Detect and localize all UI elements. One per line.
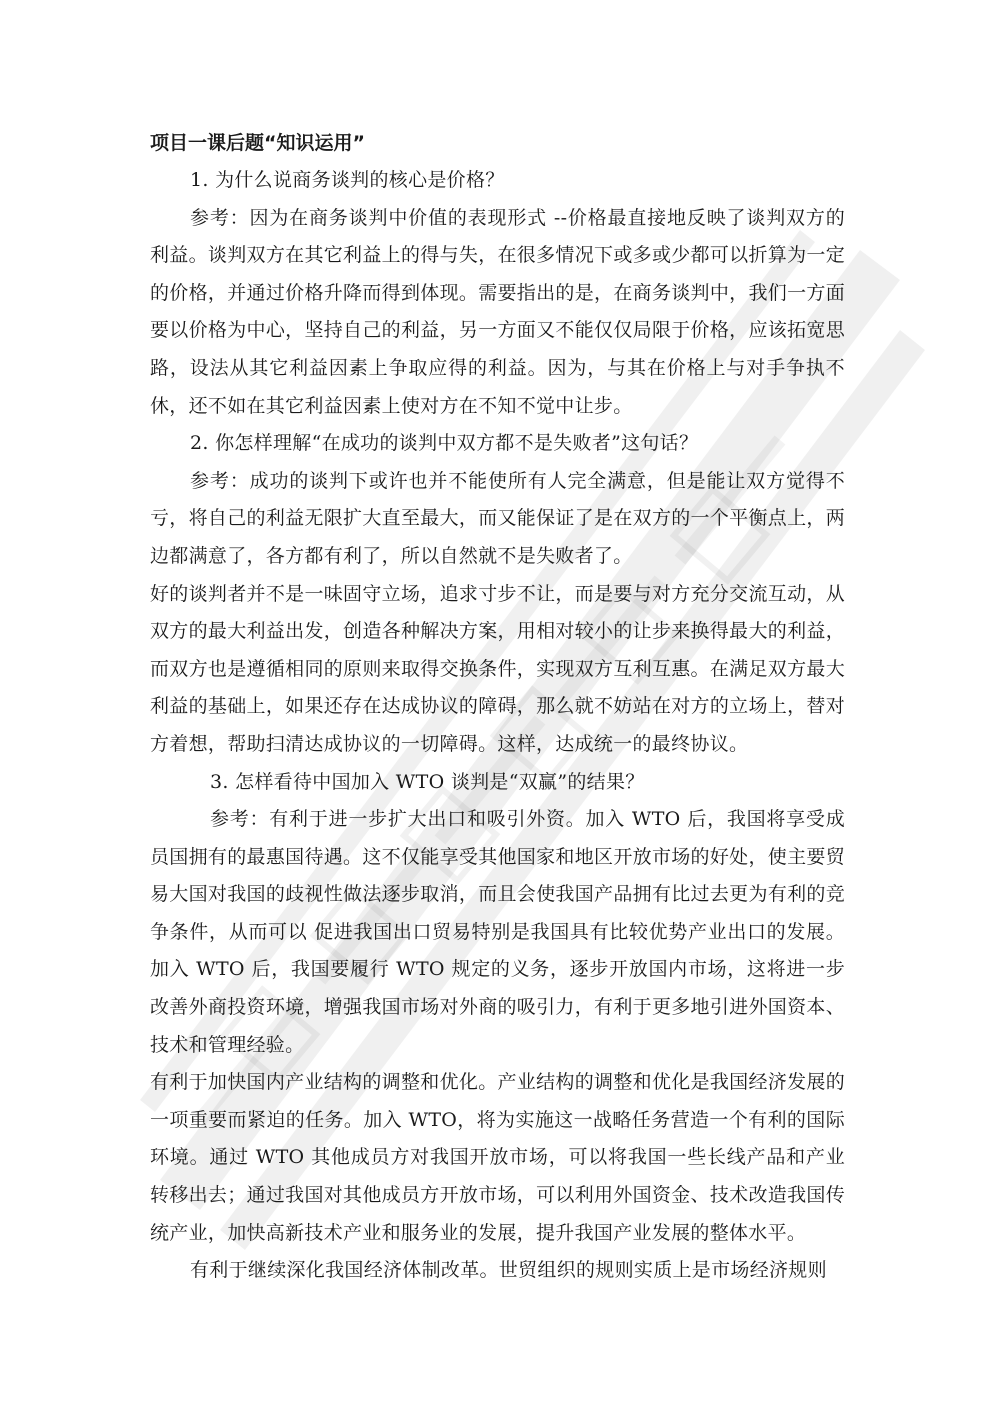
answer-3-continued: 有利于加快国内产业结构的调整和优化。产业结构的调整和优化是我国经济发展的一项重要而紧迫的任务。加入 WTO，将为实施这一战略任务营造一个有利的国际环境。通过 WTO 其他成员方对我国开放市场，可以将我国一些长线产品和产业转移出去；通过我国对其他成员方开放市场，可以利用外国资金、技术改造我国传统产业，加快高新技术产业和服务业的发展，提升我国产业发展的整体水平。 xyxy=(150,1071,845,1244)
section-heading: 项目一课后题“知识运用” xyxy=(150,132,365,154)
answer-1: 参考：因为在商务谈判中价值的表现形式 --价格最直接地反映了谈判双方的利益。谈判双方在其它利益上的得与失，在很多情况下或多或少都可以折算为一定的价格，并通过价格升降而得到体现。需要指出的是，在商务谈判中，我们一方面要以价格为中心，坚持自己的利益，另一方面又不能仅仅局限于价格，应该拓宽思路，设法从其它利益因素上争取应得的利益。因为，与其在价格上与对手争执不休，还不如在其它利益因素上使对方在不知不觉中让步。 xyxy=(150,206,845,417)
answer-2: 参考：成功的谈判下或许也并不能使所有人完全满意，但是能让双方觉得不亏，将自己的利益无限扩大直至最大，而又能保证了是在双方的一个平衡点上，两边都满意了，各方都有利了，所以自然就不是失败者了。 xyxy=(150,469,845,567)
question-3: 3. 怎样看待中国加入 WTO 谈判是“双赢”的结果？ xyxy=(210,770,645,793)
answer-2-continued: 好的谈判者并不是一味固守立场，追求寸步不让，而是要与对方充分交流互动，从双方的最大利益出发，创造各种解决方案，用相对较小的让步来换得最大的利益，而双方也是遵循相同的原则来取得交换条件，实现双方互利互惠。在满足双方最大利益的基础上，如果还存在达成协议的障碍，那么就不妨站在对方的立场上，替对方着想，帮助扫清达成协议的一切障碍。这样，达成统一的最终协议。 xyxy=(150,582,845,755)
answer-3-final: 有利于继续深化我国经济体制改革。世贸组织的规则实质上是市场经济规则 xyxy=(190,1259,827,1282)
question-2: 2. 你怎样理解“在成功的谈判中双方都不是失败者”这句话？ xyxy=(190,432,699,455)
question-1: 1. 为什么说商务谈判的核心是价格？ xyxy=(190,169,505,191)
document-body xyxy=(150,128,845,1290)
answer-3: 参考：有利于进一步扩大出口和吸引外资。加入 WTO 后，我国将享受成员国拥有的最惠国待遇。这不仅能享受其他国家和地区开放市场的好处，使主要贸易大国对我国的歧视性做法逐步取消，而且会使我国产品拥有比过去更为有利的竞争条件，从而可以 促进我国出口贸易特别是我国具有比较优势产业出口的发展。加入 WTO 后，我国要履行 WTO 规定的义务，逐步开放国内市场，这将进一步改善外商投资环境，增强我国市场对外商的吸引力，有利于更多地引进外国资本、技术和管理经验。 xyxy=(150,808,845,1056)
